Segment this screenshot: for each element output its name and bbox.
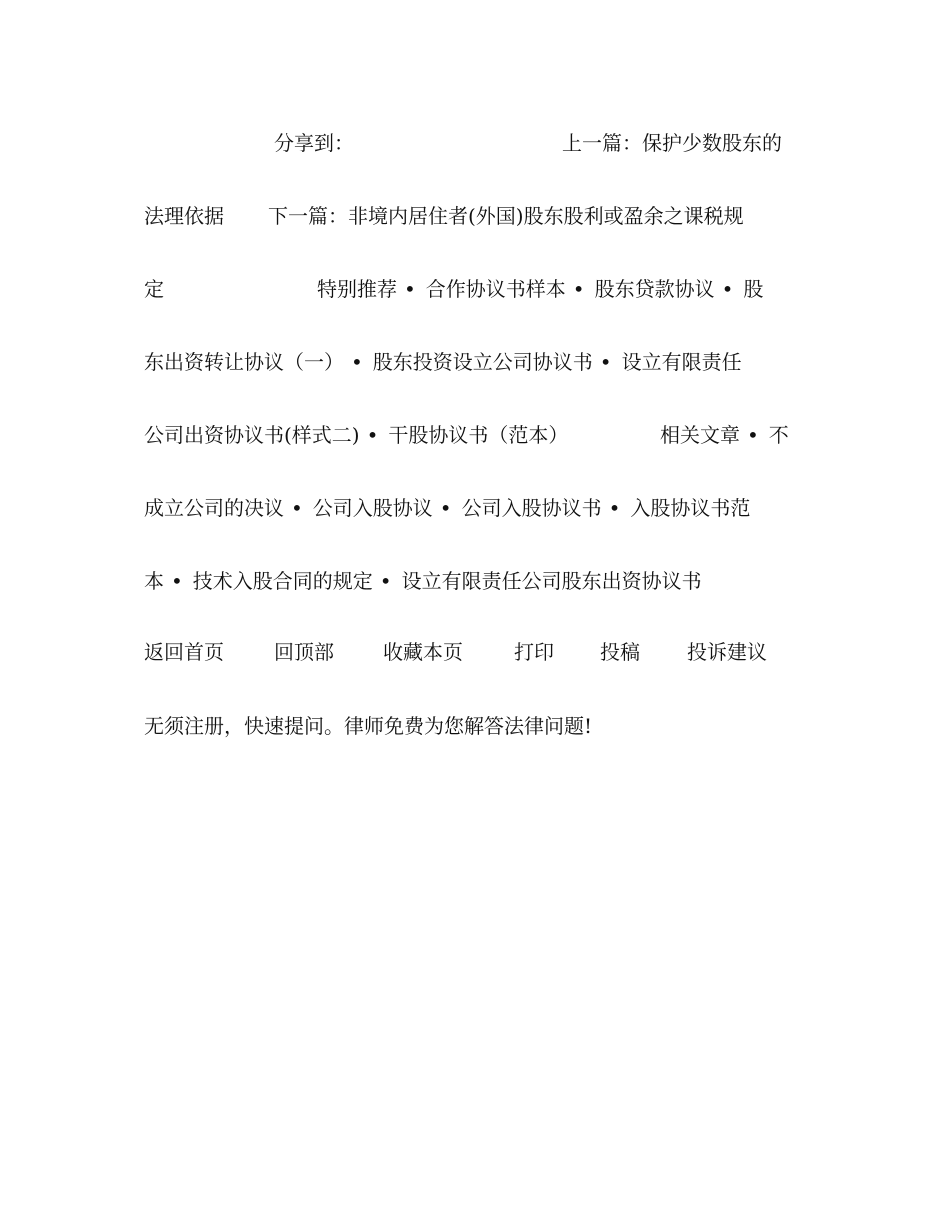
recommended-item[interactable]: 合作协议书样本 bbox=[425, 277, 566, 301]
footer-nav bbox=[0, 637, 950, 667]
bullet-separator: • bbox=[608, 496, 621, 520]
related-item[interactable]: 成立公司的决议 bbox=[144, 496, 284, 520]
line-2 bbox=[0, 201, 950, 231]
line-1 bbox=[0, 128, 950, 158]
next-article-prefix: 下一篇： bbox=[268, 204, 348, 228]
back-to-top-link[interactable]: 回顶部 bbox=[274, 640, 334, 664]
recommended-item[interactable]: 股东投资设立公司协议书 bbox=[372, 350, 593, 374]
ask-lawyer-promo[interactable]: 无须注册，快速提问。律师免费为您解答法律问题! bbox=[144, 714, 593, 738]
related-item[interactable]: 不 bbox=[768, 423, 789, 447]
line-3 bbox=[0, 274, 950, 304]
related-item[interactable]: 设立有限责任公司股东出资协议书 bbox=[401, 569, 702, 593]
submit-article-link[interactable]: 投稿 bbox=[600, 640, 640, 664]
bullet-separator: • bbox=[366, 423, 379, 447]
recommended-line-5 bbox=[144, 420, 568, 450]
recommended-item[interactable]: 干股协议书（范本） bbox=[388, 423, 569, 447]
print-link[interactable]: 打印 bbox=[514, 640, 554, 664]
related-line-6 bbox=[144, 493, 750, 523]
recommended-line-4 bbox=[144, 347, 742, 377]
bullet-separator: • bbox=[291, 496, 303, 520]
prev-article-link[interactable] bbox=[562, 128, 782, 158]
related-heading: 相关文章 bbox=[660, 423, 740, 447]
recommended-item[interactable]: 设立有限责任 bbox=[621, 350, 742, 374]
recommended-item[interactable]: 股东贷款协议 bbox=[594, 277, 715, 301]
next-article-title-part1: 非境内居住者(外国)股东股利或盈余之课税规 bbox=[348, 204, 744, 228]
prev-article-prefix: 上一篇： bbox=[562, 131, 642, 155]
bullet-separator: • bbox=[379, 569, 392, 593]
bookmark-link[interactable]: 收藏本页 bbox=[383, 640, 463, 664]
bullet-separator: • bbox=[747, 423, 759, 447]
bullet-separator: • bbox=[439, 496, 452, 520]
line-5 bbox=[0, 420, 950, 450]
related-section bbox=[660, 420, 789, 450]
recommended-item[interactable]: 东出资转让协议（一） bbox=[144, 350, 344, 374]
recommended-heading: 特别推荐 bbox=[317, 277, 397, 301]
recommended-item[interactable]: 公司出资协议书(样式二) bbox=[144, 423, 360, 447]
complaint-link[interactable]: 投诉建议 bbox=[687, 640, 767, 664]
bullet-separator: • bbox=[721, 277, 734, 301]
related-item[interactable]: 公司入股协议 bbox=[312, 496, 433, 520]
home-link[interactable]: 返回首页 bbox=[144, 640, 224, 664]
next-article-title-part2[interactable]: 定 bbox=[144, 277, 164, 301]
next-article-link[interactable] bbox=[268, 201, 744, 231]
bullet-separator: • bbox=[351, 350, 363, 374]
share-label: 分享到： bbox=[274, 131, 354, 155]
related-item[interactable]: 公司入股协议书 bbox=[461, 496, 602, 520]
prev-article-title-part2[interactable]: 法理依据 bbox=[144, 204, 224, 228]
prev-article-title-part1: 保护少数股东的 bbox=[642, 131, 782, 155]
line-9 bbox=[0, 711, 950, 741]
bullet-separator: • bbox=[171, 569, 183, 593]
related-item[interactable]: 本 bbox=[144, 569, 164, 593]
line-7 bbox=[0, 566, 950, 596]
recommended-item[interactable]: 股 bbox=[743, 277, 764, 301]
bullet-separator: • bbox=[599, 350, 612, 374]
bullet-separator: • bbox=[572, 277, 585, 301]
recommended-section bbox=[317, 274, 763, 304]
bullet-separator: • bbox=[404, 277, 416, 301]
related-item[interactable]: 入股协议书范 bbox=[630, 496, 751, 520]
related-item[interactable]: 技术入股合同的规定 bbox=[192, 569, 373, 593]
line-6 bbox=[0, 493, 950, 523]
line-4 bbox=[0, 347, 950, 377]
related-line-7 bbox=[144, 566, 702, 596]
